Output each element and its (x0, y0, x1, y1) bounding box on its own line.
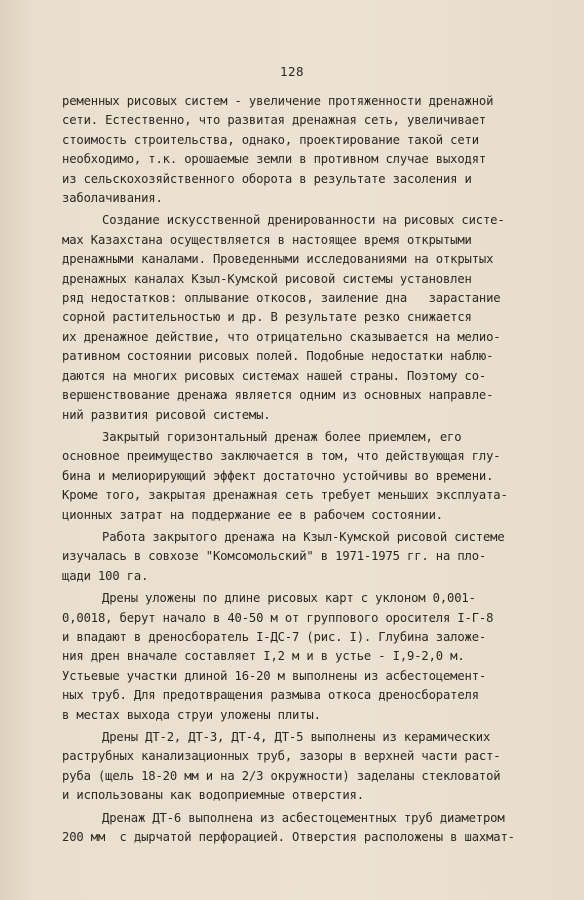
text-line: дренажных каналах Кзыл-Кумской рисовой системы установлен (62, 271, 472, 286)
paragraph (62, 211, 554, 424)
paragraph (62, 92, 554, 208)
paragraph (62, 589, 554, 725)
text-line: вершенствование дренажа является одним из основных направле- (62, 388, 494, 403)
text-line: в местах выхода струи уложены плиты. (62, 707, 321, 722)
text-line: из сельскохозяйственного оборота в результате засоления и (62, 171, 472, 186)
text-line: изучалась в совхозе "Комсомольский" в 1971-1975 гг. на пло- (62, 549, 487, 564)
paragraph (62, 428, 554, 525)
text-line: дренажными каналами. Проведенными исследованиями на открытых (62, 252, 494, 267)
text-line: сорной растительностью и др. В результате резко снижается (62, 310, 472, 325)
text-line: их дренажное действие, что отрицательно сказывается на мелио- (62, 329, 501, 344)
text-line: ряд недостатков: оплывание откосов, заиление дна зарастание (62, 291, 501, 306)
text-line: руба (щель 18-20 мм и на 2/3 окружности) заделаны стекловатой (62, 768, 501, 783)
text-line: ных труб. Для предотвращения размыва откоса дреносборателя (62, 688, 479, 703)
text-line: Закрытый горизонтальный дренаж более приемлем, его (102, 429, 462, 444)
text-line: ционных затрат на поддержание ее в рабочем состоянии. (62, 507, 443, 522)
text-line: щади 100 га. (62, 568, 149, 583)
text-line: Создание искусственной дренированности на рисовых систе- (102, 213, 505, 228)
text-line: необходимо, т.к. орошаемые земли в противном случае выходят (62, 152, 487, 167)
text-line: ний развития рисовой системы. (62, 407, 271, 422)
text-line: Дрены уложены по длине рисовых карт с уклоном 0,001- (102, 591, 476, 606)
text-line: и использованы как водоприемные отверстия. (62, 788, 364, 803)
text-line: заболачивания. (62, 191, 163, 206)
paragraph (62, 809, 554, 848)
text-line: сети. Естественно, что развитая дренажная сеть, увеличивает (62, 113, 487, 128)
text-line: стоимость строительства, однако, проектирование такой сети (62, 132, 479, 147)
text-line: ния дрен вначале составляет I,2 м и в устье - I,9-2,0 м. (62, 649, 465, 664)
text-line: мах Казахстана осуществляется в настоящее время открытыми (62, 232, 472, 247)
text-line: Кроме того, закрытая дренажная сеть требует меньших эксплуата- (62, 488, 508, 503)
text-line: Работа закрытого дренажа на Кзыл-Кумской рисовой системе (102, 529, 505, 544)
text-line: и впадают в дреносборатель I-ДС-7 (рис. I). Глубина заложе- (62, 629, 487, 644)
paragraph (62, 528, 554, 586)
text-line: раструбных канализационных труб, зазоры в верхней части раст- (62, 749, 501, 764)
text-line: даются на многих рисовых системах нашей страны. Поэтому со- (62, 368, 487, 383)
paragraph (62, 728, 554, 806)
text-line: бина и мелиорирующий эффект достаточно устойчивы во времени. (62, 468, 494, 483)
page-number: 128 (279, 64, 305, 79)
text-line: ративном состоянии рисовых полей. Подобные недостатки наблю- (62, 349, 494, 364)
text-line: ременных рисовых систем - увеличение протяженности дренажной (62, 94, 494, 108)
text-line: 0,0018, берут начало в 40-50 м от группового оросителя I-Г-8 (62, 610, 494, 625)
text-line: Устьевые участки длиной 16-20 м выполнены из асбестоцемент- (62, 668, 487, 683)
text-line: Дренаж ДТ-6 выполнена из асбестоцементных труб диаметром (102, 810, 505, 825)
text-line: Дрены ДТ-2, ДТ-3, ДТ-4, ДТ-5 выполнены из керамических (102, 730, 491, 744)
text-body (62, 92, 554, 847)
text-line: 200 мм с дырчатой перфорацией. Отверстия расположены в шахмат- (62, 830, 515, 845)
text-line: основное преимущество заключается в том, что действующая глу- (62, 449, 501, 464)
